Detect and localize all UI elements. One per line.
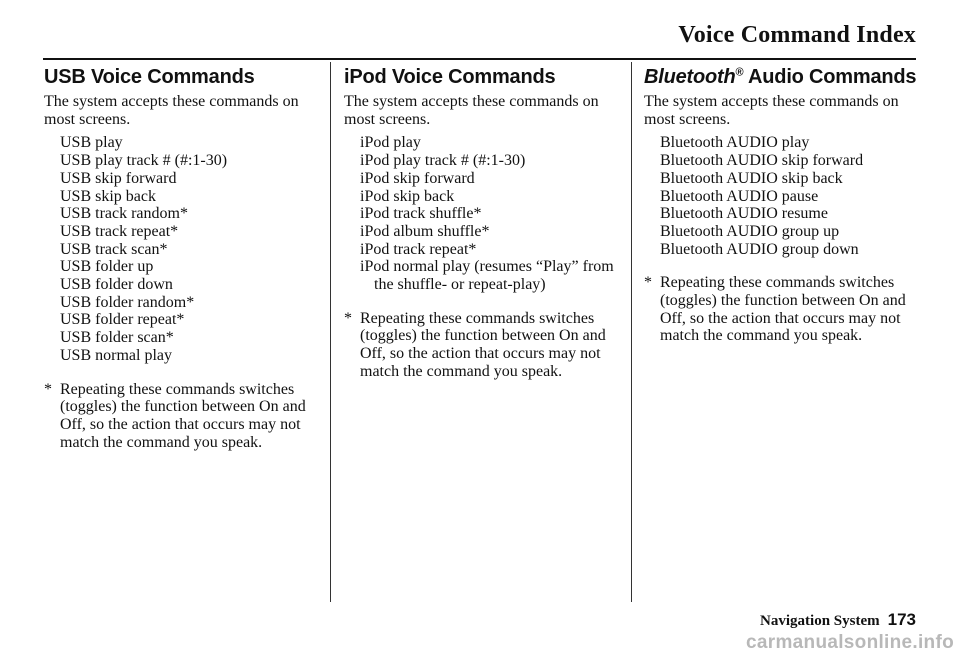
ipod-section <box>344 66 616 381</box>
usb-section-title: USB Voice Commands <box>44 66 255 88</box>
list-item: Bluetooth AUDIO group down <box>660 240 859 258</box>
list-item: USB folder down <box>60 276 173 294</box>
list-item: Bluetooth AUDIO skip back <box>660 169 843 187</box>
usb-section <box>44 66 316 451</box>
watermark: carmanualsonline.info <box>746 632 954 653</box>
list-item: USB track random* <box>60 205 188 223</box>
list-item: USB play track # (#:1-30) <box>60 152 228 170</box>
list-item: USB play <box>60 134 123 152</box>
header-rule <box>43 58 916 60</box>
usb-command-list <box>44 134 316 364</box>
usb-section-intro: The system accepts these commands on most screens. <box>44 93 299 128</box>
list-item: Bluetooth AUDIO skip forward <box>660 152 864 170</box>
footnote-text: Repeating these commands switches (toggles) the function between On and Off, so the action that occurs may not match the command you speak. <box>660 274 906 345</box>
bluetooth-title-rest: Audio Commands <box>743 66 917 88</box>
footnote-text: Repeating these commands switches (toggles) the function between On and Off, so the action that occurs may not match the command you speak. <box>360 309 606 380</box>
bluetooth-section-intro: The system accepts these commands on most screens. <box>644 93 899 128</box>
list-item: iPod play <box>360 134 421 152</box>
list-item: Bluetooth AUDIO resume <box>660 205 828 223</box>
page-title: Voice Command Index <box>678 22 916 48</box>
column-divider <box>330 62 331 602</box>
ipod-command-list <box>344 134 616 293</box>
list-item: USB skip back <box>60 187 156 205</box>
list-item: USB track scan* <box>60 240 168 258</box>
footer-label: Navigation System <box>760 613 880 629</box>
ipod-footnote <box>344 310 616 381</box>
footnote-marker: * <box>344 309 352 327</box>
registered-mark: ® <box>735 66 744 79</box>
list-item: iPod normal play (resumes “Play” from the shuffle- or repeat-play) <box>360 258 614 294</box>
ipod-section-intro: The system accepts these commands on most screens. <box>344 93 599 128</box>
list-item: USB folder scan* <box>60 329 174 347</box>
list-item: iPod play track # (#:1-30) <box>360 152 526 170</box>
page-footer <box>760 610 916 630</box>
list-item: USB track repeat* <box>60 222 179 240</box>
footnote-marker: * <box>44 380 52 398</box>
bluetooth-footnote <box>644 274 916 345</box>
ipod-section-title: iPod Voice Commands <box>344 66 556 88</box>
list-item: Bluetooth AUDIO pause <box>660 187 819 205</box>
list-item: USB folder repeat* <box>60 311 185 329</box>
bluetooth-section-title <box>644 66 916 89</box>
list-item: USB skip forward <box>60 169 177 187</box>
footnote-marker: * <box>644 274 652 292</box>
list-item: iPod skip forward <box>360 169 475 187</box>
list-item: USB folder up <box>60 258 154 276</box>
list-item: USB folder random* <box>60 293 195 311</box>
list-item: iPod album shuffle* <box>360 222 490 240</box>
usb-footnote <box>44 381 316 452</box>
bluetooth-brand: Bluetooth <box>644 66 736 88</box>
page-number: 173 <box>887 610 916 629</box>
list-item: Bluetooth AUDIO play <box>660 134 810 152</box>
list-item: iPod skip back <box>360 187 455 205</box>
bluetooth-command-list <box>644 134 916 258</box>
list-item: iPod track repeat* <box>360 240 477 258</box>
bluetooth-section <box>644 66 916 345</box>
list-item: Bluetooth AUDIO group up <box>660 222 840 240</box>
column-divider <box>631 62 632 602</box>
list-item: USB normal play <box>60 346 172 364</box>
list-item: iPod track shuffle* <box>360 205 482 223</box>
footnote-text: Repeating these commands switches (toggles) the function between On and Off, so the action that occurs may not match the command you speak. <box>60 380 306 451</box>
